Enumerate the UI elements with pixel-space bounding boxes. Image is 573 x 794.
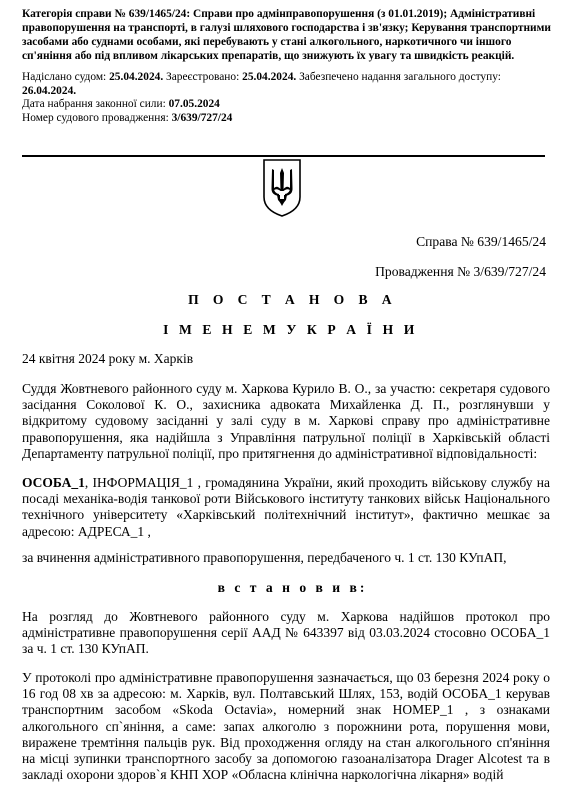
proceeding-number: Провадження № 3/639/727/24 [375,264,546,279]
access-label: Забезпечено надання загального доступу: [299,70,501,83]
proceeding-label: Номер судового провадження: [22,112,169,125]
paragraph-protocol: На розгляд до Жовтневого районного суду м. Харкова надійшов протокол про адміністративне правопорушення серії ААД № 643397 від 03.03.2024 стосовно ОСОБА_1 за ч. 1 ст. 130 КУпАП. [22,609,550,657]
person-name: ОСОБА_1 [22,475,85,490]
date-place: 24 квітня 2024 року м. Харків [22,351,194,366]
proceeding-value: 3/639/727/24 [171,112,233,125]
document-metadata [22,8,552,126]
effective-value: 07.05.2024 [168,98,220,111]
effective-date-line [22,98,552,112]
document-subtitle: І М Е Н Е М У К Р А Ї Н И [163,322,418,337]
header-divider [22,155,545,157]
paragraph-intro: Суддя Жовтневого районного суду м. Харкова Курило В. О., за участю: секретаря судового засідання Соколової К. О., захисника адвоката Михайленка Д. П., розглянувши у відкритому судовому засіданні у залі суду в м. Харкові справу про адміністративне правопорушення, яка надійшла з Управління патрульної поліції в Харківській області Департаменту патрульної поліції, про притягнення до адміністративної відповідальності: [22,381,550,461]
sent-value: 25.04.2024. [109,70,164,83]
proceeding-number-line [22,112,552,126]
sent-label: Надіслано судом: [22,70,107,83]
case-number: Справа № 639/1465/24 [416,234,546,249]
category-line [22,8,552,64]
trident-coat-of-arms-icon [261,159,303,217]
effective-label: Дата набрання законної сили: [22,98,166,111]
registered-value: 25.04.2024. [242,70,297,83]
document-title: П О С Т А Н О В А [188,292,397,307]
sent-registered-line [22,71,552,99]
registered-label: Зареєстровано: [166,70,240,83]
paragraph-details: У протоколі про адміністративне правопорушення зазначається, що 03 березня 2024 року о 16 год 08 хв за адресою: м. Харків, вул. Полтавський Шлях, 153, водій ОСОБА_1 керував транспортним засобом «Skoda Octavia», номерний знак НОМЕР_1 , з ознаками алкогольного сп`яніння, а саме: запах алкоголю з порожнини рота, порушення мови, виражене тремтіння пальців рук. Від проходження огляду на стан алкогольного сп'яніння на місці зупинки транспортного засобу за допомогою газоаналізатора Drager Alcotest та в закладі охорони здоров`я КНП ХОР «Обласна клінічна наркологічна лікарня» водій [22,670,550,783]
paragraph-charge: за вчинення адміністративного правопорушення, передбаченого ч. 1 ст. 130 КУпАП, [22,550,507,565]
category-value: № 639/1465/24: Справи про адмінправопорушення (з 01.01.2019); Адміністративні правопорушення на транспорті, в галузі шляхового господарства і зв'язку; Керування транспортними засобами або суднами особами, які перебувають у стані алкогольного, наркотичного чи іншого сп'яніння або під впливом лікарських препаратів, що знижують їх увагу та швидкість реакцій. [22,8,551,62]
person-details: , ІНФОРМАЦІЯ_1 , громадянина України, який проходить військову службу на посаді механіка-водія танкової роти Військового інституту танкових військ Національного технічного університету «Харківський політехнічний інститут», фактично мешкає за адресою: АДРЕСА_1 , [22,475,550,539]
access-value: 26.04.2024. [22,84,77,97]
section-title: в с т а н о в и в: [217,580,368,595]
category-label: Категорія справи [22,8,112,20]
paragraph-person [22,475,550,540]
